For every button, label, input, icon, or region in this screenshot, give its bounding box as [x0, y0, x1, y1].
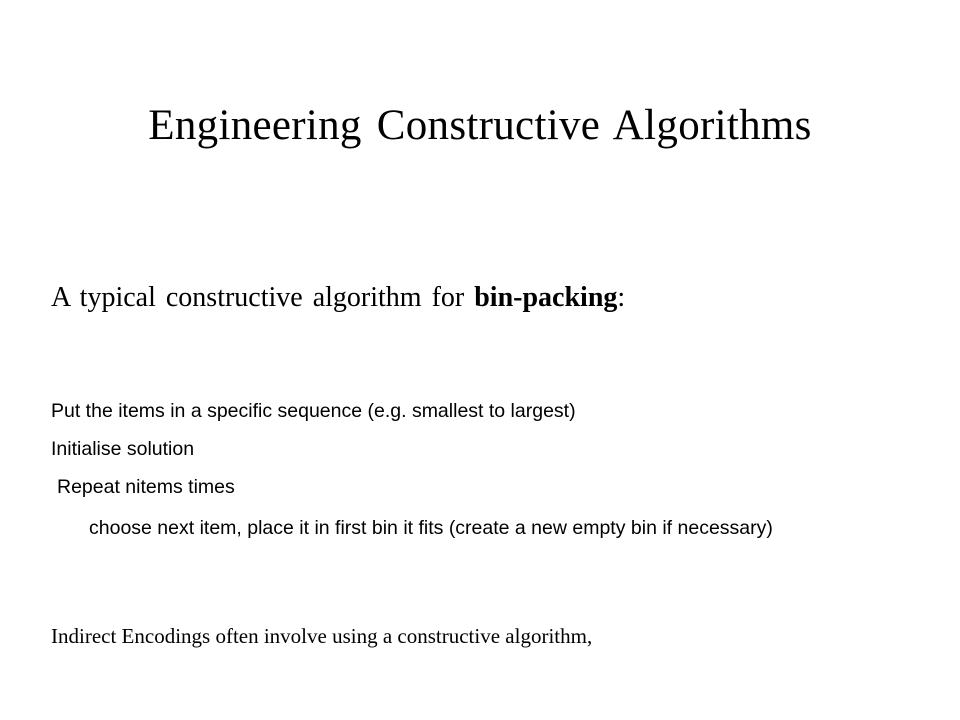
footer-text: Indirect Encodings often involve using a constructive algorithm, — [51, 624, 593, 648]
algorithm-step-3: Repeat nitems times — [57, 476, 235, 498]
slide-title: Engineering Constructive Algorithms — [148, 102, 812, 149]
algorithm-step-2: Initialise solution — [51, 438, 195, 460]
intro-prefix: A typical constructive algorithm for — [51, 282, 475, 313]
algorithm-step-1: Put the items in a specific sequence (e.g. smallest to largest) — [51, 400, 576, 422]
intro-text — [51, 278, 625, 318]
intro-suffix: : — [617, 282, 626, 313]
algorithm-step-4: choose next item, place it in first bin it fits (create a new empty bin if necessary) — [89, 517, 773, 539]
intro-bold-term: bin-packing — [474, 282, 618, 313]
